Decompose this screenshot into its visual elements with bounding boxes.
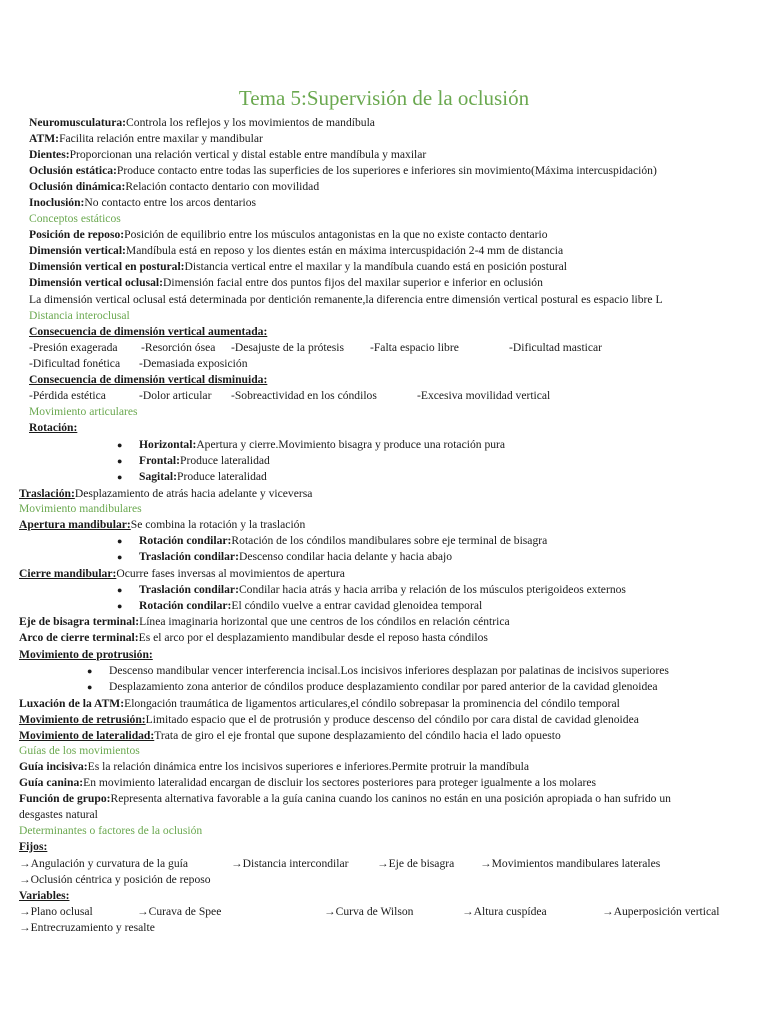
def-guia-incisiva: Guía incisiva:Es la relación dinámica entre los incisivos superiores e inferiores.Permite protruir la mandíbula [19, 760, 529, 773]
subheading-fijos: Fijos: [19, 840, 48, 853]
list-item: -Demasiada exposición [139, 357, 248, 370]
bullet-cierre-rotacion: ● Rotación condilar:El cóndilo vuelve a entrar cavidad glenoidea temporal [139, 598, 482, 614]
list-item: -Sobreactividad en los cóndilos [231, 389, 377, 402]
bullet-protrusion-1: ● Descenso mandibular vencer interferencia incisal.Los incisivos inferiores desplazan por palatinas de incisivos superiores [109, 663, 669, 679]
list-item: →Altura cuspídea [462, 905, 547, 918]
def-neuromusculatura: Neuromusculatura:Controla los reflejos y los movimientos de mandíbula [29, 116, 375, 129]
def-apertura: Apertura mandibular:Se combina la rotación y la traslación [19, 518, 306, 531]
section-heading-guias: Guías de los movimientos [19, 744, 140, 757]
list-item: →Eje de bisagra [377, 857, 455, 870]
list-fijos-row1 [19, 856, 660, 872]
list-item: -Presión exagerada [29, 341, 118, 354]
list-item: -Desajuste de la prótesis [231, 341, 345, 354]
def-dimension-oclusal: Dimensión vertical oclusal:Dimensión facial entre dos puntos fijos del maxilar superior e inferior en oclusión [29, 276, 543, 289]
list-item: →Plano oclusal [19, 905, 93, 918]
list-variables-row2: →Entrecruzamiento y resalte [19, 921, 155, 934]
def-cierre: Cierre mandibular:Ocurre fases inversas al movimientos de apertura [19, 567, 345, 580]
list-aumentada-row1 [29, 340, 602, 356]
list-aumentada-row2 [29, 356, 248, 372]
section-heading-determinantes: Determinantes o factores de la oclusión [19, 824, 203, 837]
list-item: →Movimientos mandibulares laterales [480, 857, 661, 870]
list-item: →Curava de Spee [137, 905, 222, 918]
def-guia-canina: Guía canina:En movimiento lateralidad encargan de discluir los sectores posteriores para proteger igualmente a los molares [19, 776, 597, 789]
list-item: -Dolor articular [139, 389, 212, 402]
list-item: -Resorción ósea [141, 341, 216, 354]
bullet-traslacion-condilar: ● Traslación condilar:Descenso condilar hacia delante y hacia abajo [139, 549, 452, 565]
list-item: →Auperposición vertical [602, 905, 720, 918]
page-title: Tema 5:Supervisión de la oclusión [238, 86, 530, 110]
def-atm: ATM:Facilita relación entre maxilar y mandibular [29, 132, 263, 145]
def-eje-bisagra: Eje de bisagra terminal:Línea imaginaria horizontal que une centros de los cóndilos en relación céntrica [19, 615, 510, 628]
subheading-protrusion: Movimiento de protrusión: [19, 648, 153, 661]
subheading-disminuida: Consecuencia de dimensión vertical disminuida: [29, 373, 268, 386]
list-item: -Dificultad fonética [29, 357, 121, 370]
def-inoclusion: Inoclusión:No contacto entre los arcos dentarios [29, 196, 257, 209]
def-funcion-grupo-cont: desgastes natural [19, 808, 98, 821]
subheading-rotacion: Rotación: [29, 421, 78, 434]
def-luxacion: Luxación de la ATM:Elongación traumática de ligamentos articulares,el cóndilo sobrepasar la prominencia del cóndilo temporal [19, 697, 620, 710]
def-posicion-reposo: Posición de reposo:Posición de equilibrio entre los músculos antagonistas en la que no existe contacto dentario [29, 228, 548, 241]
section-heading-mandibulares: Movimiento mandibulares [19, 502, 142, 515]
list-item: -Dificultad masticar [509, 341, 603, 354]
list-item: →Distancia intercondilar [231, 857, 349, 870]
list-disminuida-row [29, 388, 550, 404]
list-item: -Falta espacio libre [370, 341, 459, 354]
bullet-sagital: ● Sagital:Produce lateralidad [139, 469, 267, 485]
def-arco-cierre: Arco de cierre terminal:Es el arco por el desplazamiento mandibular desde el reposo hasta cóndilos [19, 631, 488, 644]
bullet-horizontal: ● Horizontal:Apertura y cierre.Movimiento bisagra y produce una rotación pura [139, 437, 505, 453]
section-heading-distancia: Distancia interoclusal [29, 309, 130, 322]
def-dimension-postural: Dimensión vertical en postural:Distancia vertical entre el maxilar y la mandíbula cuando está en posición postural [29, 260, 568, 273]
def-traslacion: Traslación:Desplazamiento de atrás hacia adelante y viceversa [19, 487, 313, 500]
def-dientes: Dientes:Proporcionan una relación vertical y distal estable entre mandíbula y maxilar [29, 148, 427, 161]
list-item: -Pérdida estética [29, 389, 106, 402]
list-item: →Curva de Wilson [324, 905, 414, 918]
def-dimension-vertical: Dimensión vertical:Mandíbula está en reposo y los dientes están en máxima intercuspidación 2-4 mm de distancia [29, 244, 564, 257]
def-funcion-grupo: Función de grupo:Representa alternativa favorable a la guía canina cuando los caninos no están en una posición apropiada o han sufrido un [19, 792, 671, 805]
def-retrusion: Movimiento de retrusión:Limitado espacio que el de protrusión y produce descenso del cóndilo por cara distal de cavidad glenoidea [19, 713, 639, 726]
section-heading-articulares: Movimiento articulares [29, 405, 138, 418]
list-item: -Excesiva movilidad vertical [417, 389, 551, 402]
list-variables-row1 [19, 904, 720, 920]
section-heading-conceptos: Conceptos estáticos [29, 212, 121, 225]
bullet-frontal: ● Frontal:Produce lateralidad [139, 453, 270, 469]
def-oclusion-dinamica: Oclusión dinámica:Relación contacto dentario con movilidad [29, 180, 320, 193]
bullet-rotacion-condilar: ● Rotación condilar:Rotación de los cóndilos mandibulares sobre eje terminal de bisagra [139, 533, 547, 549]
subheading-aumentada: Consecuencia de dimensión vertical aumentada: [29, 325, 268, 338]
list-fijos-row2: →Oclusión céntrica y posición de reposo [19, 873, 211, 886]
def-lateralidad: Movimiento de lateralidad:Trata de giro el eje frontal que supone desplazamiento del cóndilo hacia el lado opuesto [19, 729, 561, 742]
bullet-cierre-traslacion: ● Traslación condilar:Condilar hacia atrás y hacia arriba y relación de los músculos pterigoideos externos [139, 582, 626, 598]
subheading-variables: Variables: [19, 889, 70, 902]
bullet-protrusion-2: ● Desplazamiento zona anterior de cóndilos produce desplazamiento condilar por pared anterior de la cavidad glenoidea [109, 679, 658, 695]
note-dimension: La dimensión vertical oclusal está determinada por dentición remanente,la diferencia entre dimensión vertical postural es espacio libre L [29, 293, 663, 306]
def-oclusion-estatica: Oclusión estática:Produce contacto entre todas las superficies de los superiores e inferiores sin movimiento(Máxima intercuspidación) [29, 164, 657, 177]
list-item: →Angulación y curvatura de la guía [19, 857, 189, 870]
